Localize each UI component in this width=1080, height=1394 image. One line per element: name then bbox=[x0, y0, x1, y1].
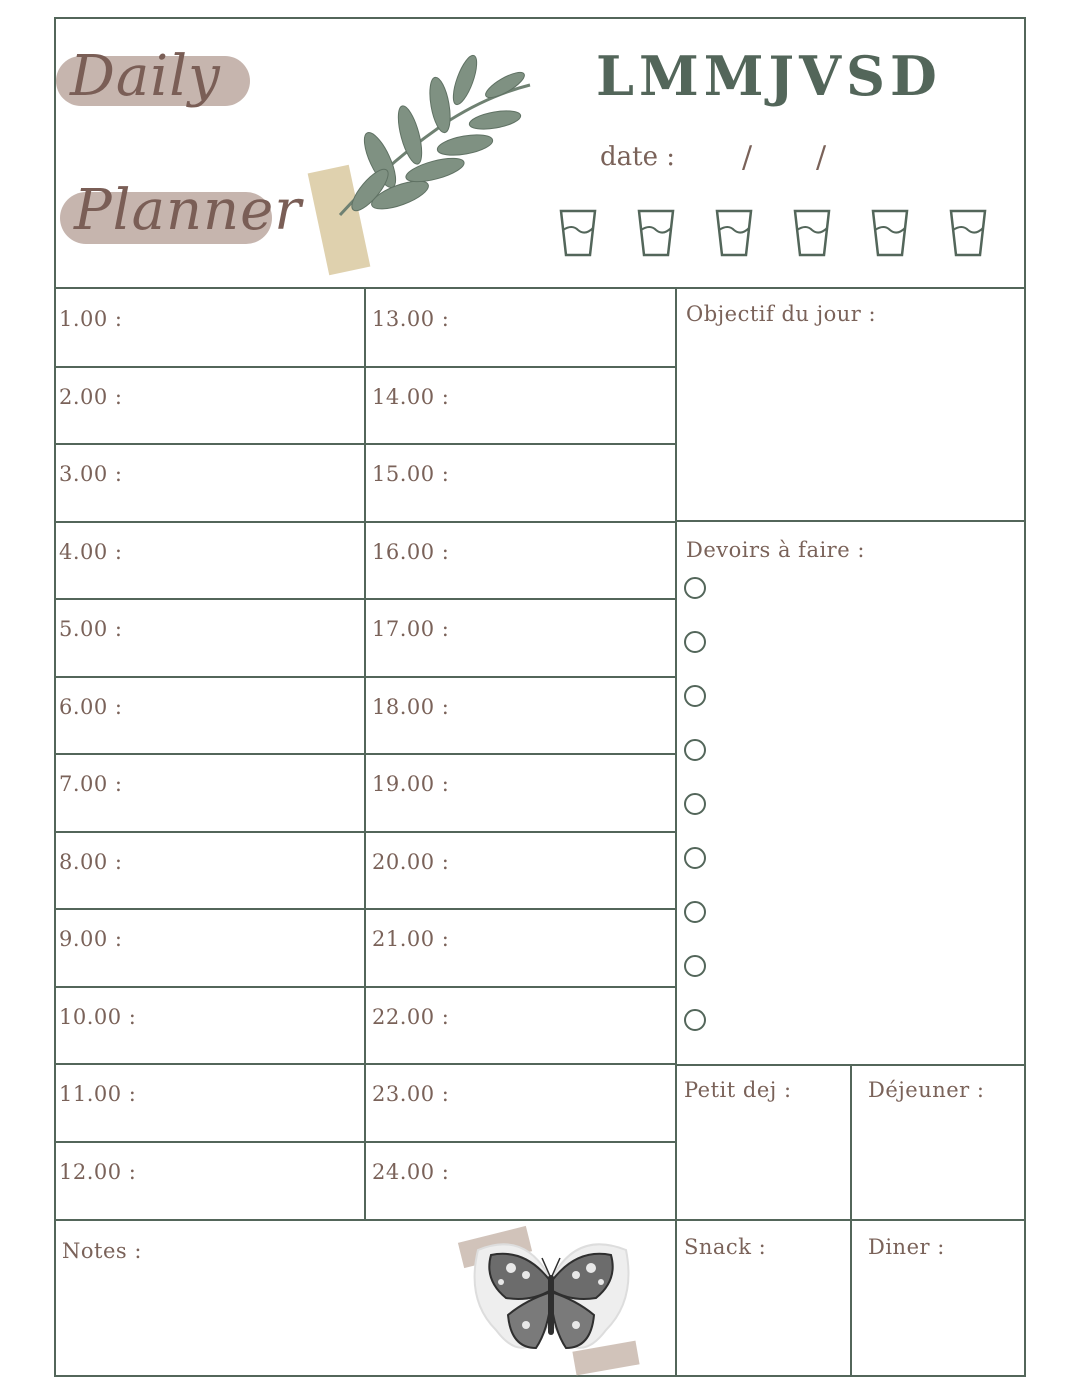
todo-checkbox[interactable] bbox=[684, 847, 706, 869]
schedule-row-divider bbox=[54, 1141, 676, 1143]
time-slot-right[interactable]: 17.00 : bbox=[372, 617, 450, 641]
lunch-label: Déjeuner : bbox=[868, 1078, 985, 1102]
schedule-row-divider bbox=[54, 521, 676, 523]
schedule-row-divider bbox=[54, 598, 676, 600]
schedule-row-divider bbox=[54, 676, 676, 678]
water-glass-icon[interactable] bbox=[870, 208, 910, 258]
title-planner: Planner bbox=[74, 178, 303, 243]
title-daily: Daily bbox=[70, 44, 221, 109]
time-slot-right[interactable]: 19.00 : bbox=[372, 772, 450, 796]
time-slot-left[interactable]: 2.00 : bbox=[59, 385, 123, 409]
time-slot-left[interactable]: 9.00 : bbox=[59, 927, 123, 951]
time-slot-left[interactable]: 10.00 : bbox=[59, 1005, 137, 1029]
todo-checkbox[interactable] bbox=[684, 955, 706, 977]
time-slot-right[interactable]: 22.00 : bbox=[372, 1005, 450, 1029]
meals-column-divider bbox=[850, 1064, 852, 1377]
time-slot-left[interactable]: 4.00 : bbox=[59, 540, 123, 564]
time-slot-left[interactable]: 12.00 : bbox=[59, 1160, 137, 1184]
time-slot-right[interactable]: 23.00 : bbox=[372, 1082, 450, 1106]
snack-label: Snack : bbox=[684, 1235, 767, 1259]
time-slot-right[interactable]: 21.00 : bbox=[372, 927, 450, 951]
todo-checkbox[interactable] bbox=[684, 631, 706, 653]
todo-checkbox[interactable] bbox=[684, 901, 706, 923]
date-separator-1: / bbox=[742, 140, 753, 175]
time-slot-left[interactable]: 11.00 : bbox=[59, 1082, 137, 1106]
weekday-letters[interactable]: LMMJVSD bbox=[596, 44, 942, 108]
time-slot-left[interactable]: 7.00 : bbox=[59, 772, 123, 796]
water-glass-icon[interactable] bbox=[792, 208, 832, 258]
leaf-branch-icon bbox=[300, 40, 550, 280]
date-label: date : bbox=[600, 142, 676, 172]
header-divider bbox=[54, 287, 1026, 289]
time-slot-left[interactable]: 6.00 : bbox=[59, 695, 123, 719]
time-slot-right[interactable]: 24.00 : bbox=[372, 1160, 450, 1184]
schedule-row-divider bbox=[54, 1063, 676, 1065]
time-slot-left[interactable]: 3.00 : bbox=[59, 462, 123, 486]
time-slot-right[interactable]: 18.00 : bbox=[372, 695, 450, 719]
schedule-row-divider bbox=[54, 443, 676, 445]
water-glass-icon[interactable] bbox=[948, 208, 988, 258]
time-slot-right[interactable]: 16.00 : bbox=[372, 540, 450, 564]
schedule-row-divider bbox=[54, 753, 676, 755]
schedule-row-divider bbox=[54, 831, 676, 833]
time-slot-right[interactable]: 15.00 : bbox=[372, 462, 450, 486]
objective-divider bbox=[676, 520, 1026, 522]
water-glass-icon[interactable] bbox=[558, 208, 598, 258]
todo-checkbox[interactable] bbox=[684, 739, 706, 761]
todo-checkbox[interactable] bbox=[684, 685, 706, 707]
time-slot-left[interactable]: 5.00 : bbox=[59, 617, 123, 641]
notes-label: Notes : bbox=[62, 1239, 142, 1263]
time-slot-right[interactable]: 20.00 : bbox=[372, 850, 450, 874]
time-slot-left[interactable]: 1.00 : bbox=[59, 307, 123, 331]
date-separator-2: / bbox=[816, 140, 827, 175]
time-slot-right[interactable]: 14.00 : bbox=[372, 385, 450, 409]
schedule-row-divider bbox=[54, 986, 676, 988]
todo-checkbox[interactable] bbox=[684, 577, 706, 599]
water-glass-icon[interactable] bbox=[636, 208, 676, 258]
todo-checkbox[interactable] bbox=[684, 793, 706, 815]
todo-checkbox[interactable] bbox=[684, 1009, 706, 1031]
objective-label: Objectif du jour : bbox=[686, 302, 877, 326]
dinner-label: Diner : bbox=[868, 1235, 945, 1259]
time-slot-right[interactable]: 13.00 : bbox=[372, 307, 450, 331]
breakfast-label: Petit dej : bbox=[684, 1078, 792, 1102]
schedule-row-divider bbox=[54, 908, 676, 910]
todo-label: Devoirs à faire : bbox=[686, 538, 865, 562]
schedule-row-divider bbox=[54, 366, 676, 368]
water-glass-icon[interactable] bbox=[714, 208, 754, 258]
time-slot-left[interactable]: 8.00 : bbox=[59, 850, 123, 874]
butterfly-icon bbox=[456, 1220, 646, 1380]
